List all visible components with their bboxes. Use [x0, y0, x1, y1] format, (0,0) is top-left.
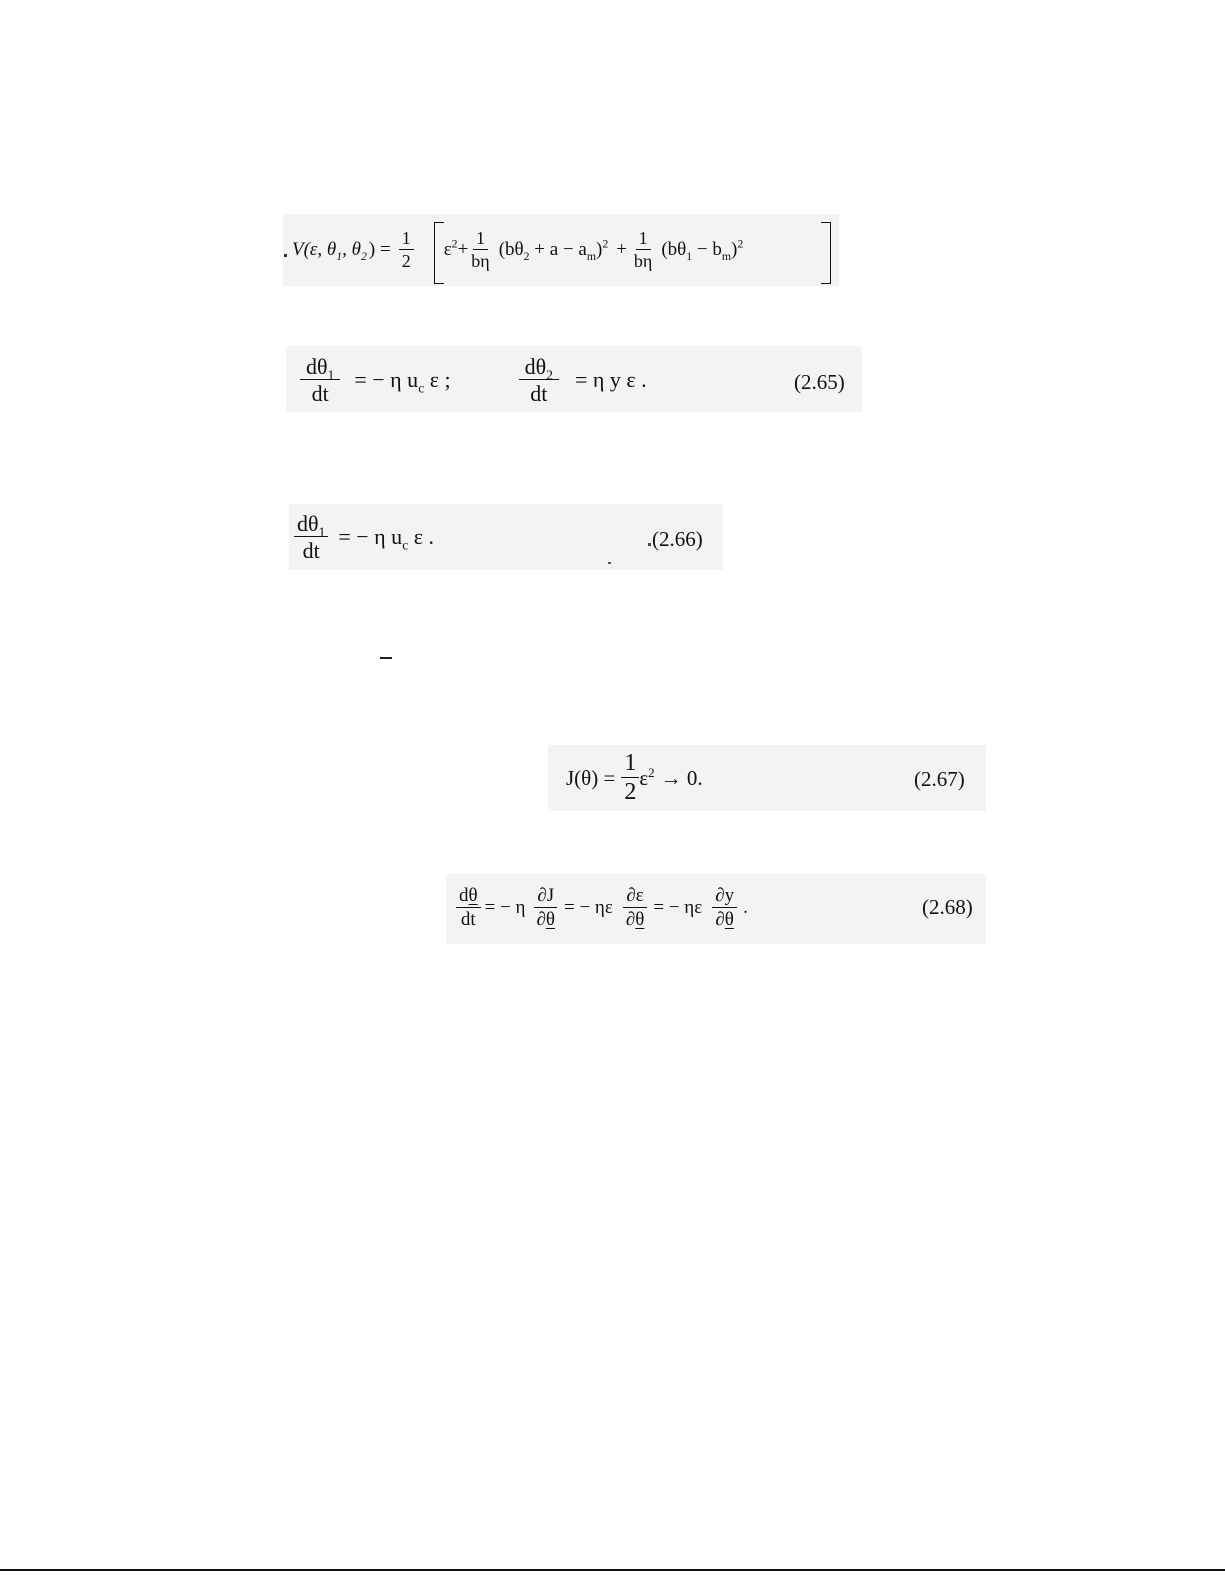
page-bottom-rule [0, 1569, 1225, 1571]
eq-2-67-half-fraction: $\frac{1}{2}$ [621, 751, 639, 805]
eq-2-65-number: (2.65) [794, 370, 845, 394]
stray-mark [608, 562, 611, 564]
eq-2-65-fraction-2: $\frac{d\theta_2}{dt}$ [519, 355, 559, 405]
lyapunov-equation [292, 222, 743, 278]
lyapunov-fraction-2: $\frac{1}{b\eta}$ [633, 228, 653, 271]
lyapunov-term-2: $(b\theta_1 - b_m)^2$ [661, 237, 744, 263]
stray-dash [380, 657, 392, 659]
lyapunov-left-bracket [434, 222, 444, 284]
lyapunov-plus: + [457, 239, 469, 260]
lyapunov-half-fraction: $\frac{1}{2}$ [399, 229, 414, 271]
eq-2-68 [456, 878, 748, 938]
eq-2-66-rhs: = − η $u_c$ ε . [338, 524, 434, 553]
lyapunov-fraction-1: $\frac{1}{b\eta}$ [471, 228, 490, 271]
eq-2-67-rhs: → 0. [660, 765, 703, 790]
eq-2-68-equals-3: = − ηε [653, 897, 703, 918]
eq-2-68-equals-2: = − ηε [563, 897, 613, 918]
lyapunov-term-1: $(b\theta_2 + a - a_m)^2$ [498, 237, 609, 263]
lyapunov-right-bracket [821, 222, 831, 284]
eq-2-65-rhs-2: = η y ε . [574, 367, 647, 392]
lyapunov-lhs: V(ε, $\theta_1$, $\theta_2$ [292, 239, 367, 263]
eq-2-67-lhs: J(θ) = [566, 765, 616, 790]
eq-2-65-fraction-1: $\frac{d\theta_1}{dt}$ [300, 355, 340, 405]
eq-2-67 [566, 746, 703, 810]
eq-2-68-number: (2.68) [922, 895, 973, 919]
eq-2-66-number: (2.66) [652, 527, 703, 551]
lyapunov-equals: ) = [368, 239, 391, 260]
stray-mark [648, 543, 651, 546]
eq-2-67-number: (2.67) [914, 767, 965, 791]
eq-2-68-fraction-1: $\frac{d\theta}{dt}$ [456, 886, 481, 930]
lyapunov-plus-2: + [616, 239, 627, 260]
eq-2-68-fraction-4: $\frac{\partial y}{\partial\theta}$ [712, 886, 737, 930]
eq-2-68-equals-1: = − η [484, 897, 526, 918]
eq-2-66 [294, 508, 434, 566]
eq-2-65 [300, 352, 647, 408]
eq-2-65-rhs-1: = − η $u_c$ ε ; [354, 367, 451, 396]
lyapunov-epsilon-squared: $\varepsilon^2$ [443, 237, 458, 260]
eq-2-68-fraction-2: $\frac{\partial J}{\partial\theta}$ [533, 886, 558, 930]
eq-2-68-fraction-3: $\frac{\partial\varepsilon}{\partial\theta}$ [623, 886, 648, 930]
eq-2-68-period: . [743, 897, 748, 918]
stray-mark [284, 254, 287, 257]
eq-2-66-fraction: $\frac{d\theta_1}{dt}$ [294, 512, 328, 562]
eq-2-67-epsilon-squared: $\varepsilon^2$ [639, 764, 655, 790]
